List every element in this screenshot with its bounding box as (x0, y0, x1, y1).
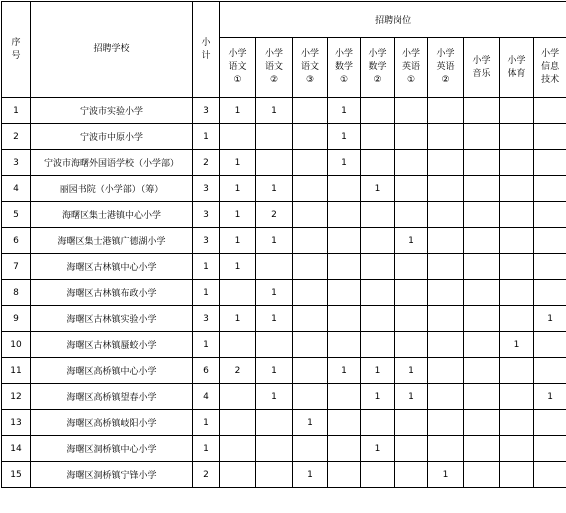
position-count (395, 462, 428, 488)
position-count: 1 (256, 358, 293, 384)
position-count (428, 202, 464, 228)
position-count (328, 280, 361, 306)
position-count (256, 462, 293, 488)
position-count (256, 410, 293, 436)
school-name: 宁波市实验小学 (31, 98, 193, 124)
position-count (500, 410, 534, 436)
school-name: 海曙区高桥镇岐阳小学 (31, 410, 193, 436)
row-subtotal: 3 (193, 306, 220, 332)
position-count (293, 436, 328, 462)
position-count: 1 (428, 462, 464, 488)
position-count (328, 410, 361, 436)
position-count: 1 (220, 98, 256, 124)
position-count: 1 (395, 358, 428, 384)
position-count (534, 150, 566, 176)
position-count: 1 (256, 280, 293, 306)
position-count (220, 462, 256, 488)
position-count (534, 358, 566, 384)
school-name: 海曙区高桥镇中心小学 (31, 358, 193, 384)
position-count (428, 150, 464, 176)
position-count: 1 (220, 150, 256, 176)
position-count (256, 254, 293, 280)
position-count (534, 280, 566, 306)
position-count: 1 (328, 358, 361, 384)
row-subtotal: 3 (193, 228, 220, 254)
position-count (464, 410, 500, 436)
school-name: 海曙区古林镇实验小学 (31, 306, 193, 332)
position-count (428, 436, 464, 462)
position-count (464, 202, 500, 228)
position-header: 小学 信息 技术 (534, 38, 566, 98)
position-count (361, 306, 395, 332)
row-subtotal: 1 (193, 254, 220, 280)
position-count (500, 98, 534, 124)
position-count (428, 98, 464, 124)
position-count (220, 280, 256, 306)
position-count (428, 280, 464, 306)
table-row (2, 410, 566, 436)
position-count (256, 150, 293, 176)
position-count (395, 202, 428, 228)
table-body (2, 98, 566, 488)
position-count (361, 462, 395, 488)
position-count (464, 228, 500, 254)
index-header: 序 号 (2, 2, 31, 98)
position-count (534, 462, 566, 488)
position-count: 1 (361, 436, 395, 462)
position-count (428, 176, 464, 202)
table-row (2, 332, 566, 358)
position-count: 2 (220, 358, 256, 384)
table-row (2, 124, 566, 150)
header-row-top (2, 2, 566, 38)
position-count (361, 228, 395, 254)
row-number: 3 (2, 150, 31, 176)
row-subtotal: 6 (193, 358, 220, 384)
row-subtotal: 3 (193, 98, 220, 124)
position-count: 1 (328, 98, 361, 124)
position-count (500, 150, 534, 176)
table-row (2, 98, 566, 124)
position-count (328, 306, 361, 332)
row-subtotal: 1 (193, 124, 220, 150)
row-subtotal: 4 (193, 384, 220, 410)
row-subtotal: 1 (193, 280, 220, 306)
position-count: 1 (395, 228, 428, 254)
position-count: 1 (256, 306, 293, 332)
position-count (395, 436, 428, 462)
position-count (395, 280, 428, 306)
position-count (428, 306, 464, 332)
position-header: 小学 英语 ① (395, 38, 428, 98)
position-count (328, 254, 361, 280)
position-count (428, 124, 464, 150)
position-count (395, 254, 428, 280)
position-count (395, 124, 428, 150)
position-header: 小学 数学 ① (328, 38, 361, 98)
position-count (220, 332, 256, 358)
position-count (500, 280, 534, 306)
school-name: 海曙区集士港镇中心小学 (31, 202, 193, 228)
position-count (293, 358, 328, 384)
position-count (395, 98, 428, 124)
position-count: 1 (500, 332, 534, 358)
position-count (293, 202, 328, 228)
position-count (534, 202, 566, 228)
position-count (220, 410, 256, 436)
position-count (534, 436, 566, 462)
position-count (361, 280, 395, 306)
row-number: 5 (2, 202, 31, 228)
position-count: 1 (220, 306, 256, 332)
position-count (500, 306, 534, 332)
recruitment-table (1, 1, 566, 488)
position-count (328, 202, 361, 228)
row-number: 14 (2, 436, 31, 462)
position-count: 1 (220, 228, 256, 254)
row-number: 15 (2, 462, 31, 488)
position-count (500, 462, 534, 488)
row-subtotal: 1 (193, 436, 220, 462)
position-count (428, 332, 464, 358)
position-count (395, 176, 428, 202)
school-name: 丽园书院（小学部）（筹） (31, 176, 193, 202)
position-count (534, 332, 566, 358)
position-count: 1 (293, 410, 328, 436)
position-header: 小学 语文 ① (220, 38, 256, 98)
row-number: 4 (2, 176, 31, 202)
position-count (500, 176, 534, 202)
position-count (293, 384, 328, 410)
position-count: 1 (293, 462, 328, 488)
position-header: 小学 数学 ② (361, 38, 395, 98)
position-count (293, 332, 328, 358)
table-row (2, 280, 566, 306)
row-subtotal: 2 (193, 150, 220, 176)
position-count (464, 358, 500, 384)
row-number: 12 (2, 384, 31, 410)
position-count: 1 (395, 384, 428, 410)
position-count (428, 410, 464, 436)
position-count (293, 150, 328, 176)
position-count (361, 202, 395, 228)
position-count (361, 124, 395, 150)
position-header: 小学 语文 ③ (293, 38, 328, 98)
row-number: 2 (2, 124, 31, 150)
position-count (428, 384, 464, 410)
school-name: 海曙区洞桥镇宁锋小学 (31, 462, 193, 488)
position-count (464, 332, 500, 358)
position-count: 1 (220, 254, 256, 280)
row-subtotal: 1 (193, 332, 220, 358)
position-count (293, 306, 328, 332)
table-row (2, 228, 566, 254)
position-count (464, 254, 500, 280)
position-count (256, 436, 293, 462)
position-count (464, 280, 500, 306)
row-subtotal: 3 (193, 202, 220, 228)
school-header: 招聘学校 (31, 2, 193, 98)
position-count (464, 384, 500, 410)
position-count (464, 176, 500, 202)
position-count (428, 228, 464, 254)
school-name: 宁波市中原小学 (31, 124, 193, 150)
subtotal-header: 小 计 (193, 2, 220, 98)
position-count (464, 462, 500, 488)
position-count: 1 (361, 358, 395, 384)
position-count (534, 124, 566, 150)
position-count (464, 306, 500, 332)
position-count (428, 254, 464, 280)
table-header (2, 2, 566, 98)
position-count (361, 410, 395, 436)
position-count (500, 202, 534, 228)
position-count (328, 228, 361, 254)
row-number: 1 (2, 98, 31, 124)
position-count (395, 410, 428, 436)
position-count: 1 (361, 384, 395, 410)
row-subtotal: 3 (193, 176, 220, 202)
position-count (328, 436, 361, 462)
position-count (293, 280, 328, 306)
position-count (500, 124, 534, 150)
position-count (293, 124, 328, 150)
position-count (256, 332, 293, 358)
position-count (464, 98, 500, 124)
row-subtotal: 2 (193, 462, 220, 488)
position-count: 1 (256, 98, 293, 124)
position-count (361, 150, 395, 176)
position-count (361, 98, 395, 124)
position-count (534, 254, 566, 280)
table-row (2, 202, 566, 228)
position-count (220, 124, 256, 150)
position-count (220, 436, 256, 462)
position-count (500, 254, 534, 280)
position-count (500, 228, 534, 254)
position-count (500, 436, 534, 462)
table-row (2, 436, 566, 462)
position-count (464, 436, 500, 462)
position-header: 小学 体育 (500, 38, 534, 98)
position-count (256, 124, 293, 150)
table-row (2, 358, 566, 384)
table-row (2, 306, 566, 332)
row-number: 10 (2, 332, 31, 358)
position-count (361, 254, 395, 280)
row-number: 7 (2, 254, 31, 280)
position-count (534, 98, 566, 124)
school-name: 海曙区集士港镇广德湖小学 (31, 228, 193, 254)
position-count (464, 124, 500, 150)
row-number: 13 (2, 410, 31, 436)
position-count (293, 228, 328, 254)
position-count: 1 (534, 306, 566, 332)
position-count (293, 176, 328, 202)
school-name: 海曙区古林镇布政小学 (31, 280, 193, 306)
position-count (534, 176, 566, 202)
school-name: 海曙区洞桥镇中心小学 (31, 436, 193, 462)
position-count (500, 358, 534, 384)
position-header: 小学 音乐 (464, 38, 500, 98)
table-row (2, 254, 566, 280)
row-number: 6 (2, 228, 31, 254)
school-name: 海曙区高桥镇望春小学 (31, 384, 193, 410)
position-count (428, 358, 464, 384)
table-row (2, 176, 566, 202)
position-count: 1 (328, 124, 361, 150)
position-count (328, 176, 361, 202)
school-name: 宁波市海曙外国语学校（小学部） (31, 150, 193, 176)
position-count (293, 98, 328, 124)
position-count (328, 332, 361, 358)
position-count (395, 332, 428, 358)
position-count: 1 (220, 176, 256, 202)
position-count: 1 (256, 228, 293, 254)
table-row (2, 462, 566, 488)
position-count: 1 (220, 202, 256, 228)
row-number: 8 (2, 280, 31, 306)
school-name: 海曙区古林镇蜃蛟小学 (31, 332, 193, 358)
position-count: 1 (328, 150, 361, 176)
row-subtotal: 1 (193, 410, 220, 436)
row-number: 9 (2, 306, 31, 332)
position-count: 1 (256, 176, 293, 202)
position-count (395, 150, 428, 176)
position-header: 小学 语文 ② (256, 38, 293, 98)
position-count: 1 (256, 384, 293, 410)
position-count: 1 (361, 176, 395, 202)
position-count (534, 410, 566, 436)
position-header: 小学 英语 ② (428, 38, 464, 98)
position-count: 1 (534, 384, 566, 410)
position-count (328, 384, 361, 410)
positions-group-header: 招聘岗位 (220, 2, 566, 38)
table-row (2, 150, 566, 176)
position-count (395, 306, 428, 332)
position-count (500, 384, 534, 410)
row-number: 11 (2, 358, 31, 384)
position-count (534, 228, 566, 254)
position-count (293, 254, 328, 280)
position-count (464, 150, 500, 176)
position-count: 2 (256, 202, 293, 228)
position-count (361, 332, 395, 358)
school-name: 海曙区古林镇中心小学 (31, 254, 193, 280)
position-count (328, 462, 361, 488)
table-row (2, 384, 566, 410)
position-count (220, 384, 256, 410)
